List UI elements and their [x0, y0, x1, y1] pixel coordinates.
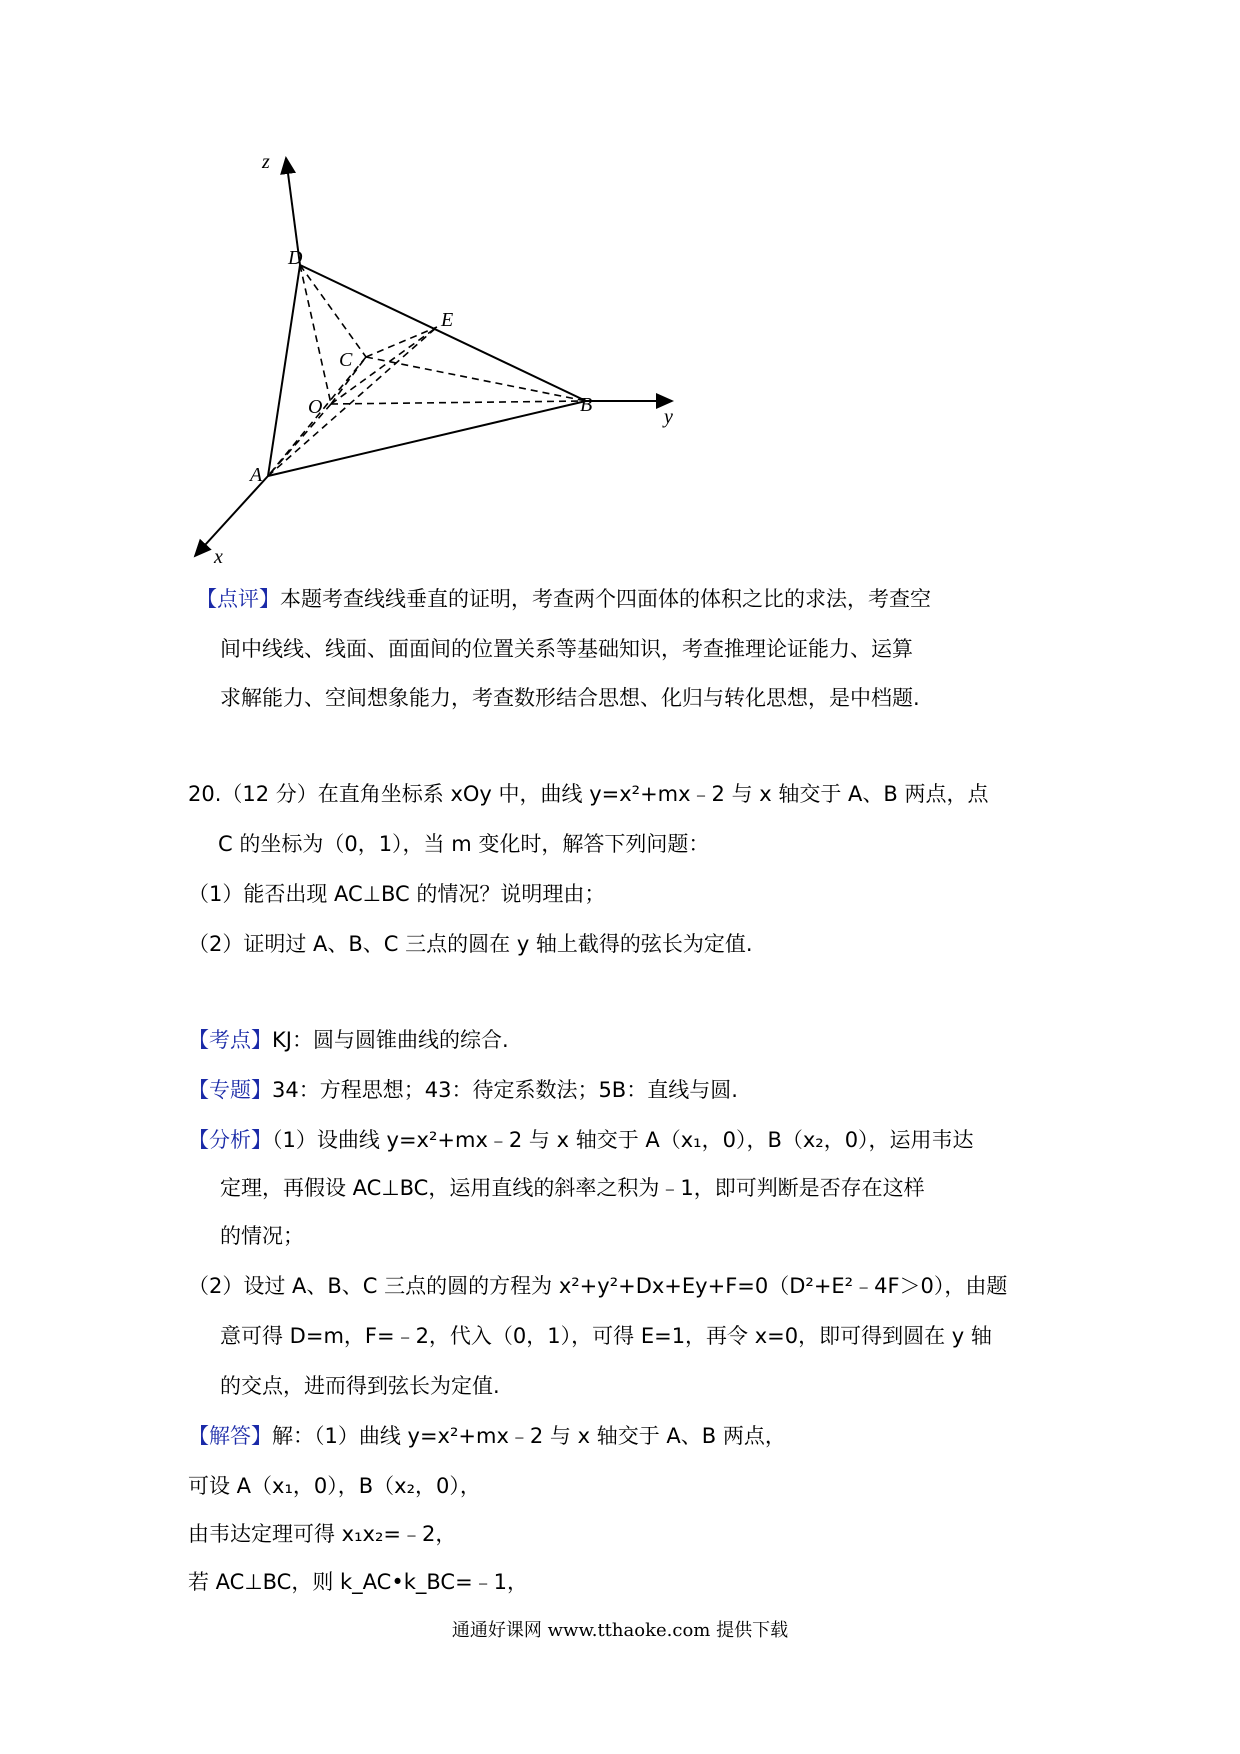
problem-line-2: C 的坐标为（0，1），当 m 变化时，解答下列问题： — [218, 832, 710, 856]
jieda-text-1: 解：（1）曲线 y=x²+mx﹣2 与 x 轴交于 A、B 两点， — [272, 1424, 786, 1448]
footer-source: 通通好课网 www.tthaoke.com 提供下载 — [451, 1620, 789, 1641]
dashed-edges — [268, 265, 586, 476]
problem-question-2: （2）证明过 A、B、C 三点的圆在 y 轴上截得的弦长为定值. — [188, 932, 753, 956]
zhuanti-tag: 【专题】 — [188, 1078, 272, 1102]
fenxi-line-2: 定理，再假设 AC⊥BC，运用直线的斜率之积为﹣1，即可判断是否存在这样 — [220, 1176, 925, 1200]
label-A: A — [250, 464, 263, 486]
label-B: B — [580, 394, 593, 416]
label-C: C — [339, 349, 353, 371]
x-axis — [195, 476, 268, 556]
jieda-line-2: 可设 A（x₁，0），B（x₂，0）， — [188, 1474, 481, 1498]
fenxi-line-6: 的交点，进而得到弦长为定值. — [220, 1374, 500, 1398]
fenxi-line-1 — [188, 1126, 974, 1154]
zhuanti-line — [188, 1076, 738, 1104]
kaodian-text: KJ：圆与圆锥曲线的综合. — [272, 1028, 509, 1052]
label-z: z — [262, 151, 270, 173]
label-y: y — [664, 406, 673, 428]
comment-line-3: 求解能力、空间想象能力，考查数形结合思想、化归与转化思想，是中档题. — [220, 686, 920, 710]
comment-line-2: 间中线线、线面、面面间的位置关系等基础知识，考查推理论证能力、运算 — [220, 637, 913, 661]
comment-line-1 — [196, 585, 931, 613]
label-E: E — [441, 309, 454, 331]
problem-line-1: 20.（12 分）在直角坐标系 xOy 中，曲线 y=x²+mx﹣2 与 x 轴交于 A、B 两点，点 — [188, 782, 989, 806]
comment-tag: 【点评】 — [196, 587, 280, 611]
jieda-tag: 【解答】 — [188, 1424, 272, 1448]
fenxi-line-3: 的情况； — [220, 1224, 304, 1248]
problem-question-1: （1）能否出现 AC⊥BC 的情况？说明理由； — [188, 882, 606, 906]
fenxi-line-5: 意可得 D=m，F=﹣2，代入（0，1），可得 E=1，再令 x=0，即可得到圆在 y 轴 — [220, 1324, 992, 1348]
kaodian-line — [188, 1026, 509, 1054]
kaodian-tag: 【考点】 — [188, 1028, 272, 1052]
jieda-line-4: 若 AC⊥BC，则 k_AC•k_BC=﹣1， — [188, 1570, 529, 1594]
jieda-line-3: 由韦达定理可得 x₁x₂=﹣2， — [188, 1522, 457, 1546]
solid-edges — [268, 265, 586, 476]
label-x: x — [214, 546, 223, 568]
label-O: O — [308, 396, 323, 418]
label-D: D — [288, 247, 303, 269]
comment-text-1: 本题考查线线垂直的证明，考查两个四面体的体积之比的求法，考查空 — [280, 587, 931, 611]
tetrahedron-figure — [0, 0, 1240, 580]
fenxi-text-1: （1）设曲线 y=x²+mx﹣2 与 x 轴交于 A（x₁，0），B（x₂，0），运用韦达 — [272, 1128, 974, 1152]
jieda-line-1 — [188, 1422, 786, 1450]
zhuanti-text: 34：方程思想；43：待定系数法；5B：直线与圆. — [272, 1078, 738, 1102]
fenxi-tag: 【分析】 — [188, 1128, 272, 1152]
fenxi-line-4: （2）设过 A、B、C 三点的圆的方程为 x²+y²+Dx+Ey+F=0（D²+E²﹣4F＞0），由题 — [188, 1274, 1008, 1298]
